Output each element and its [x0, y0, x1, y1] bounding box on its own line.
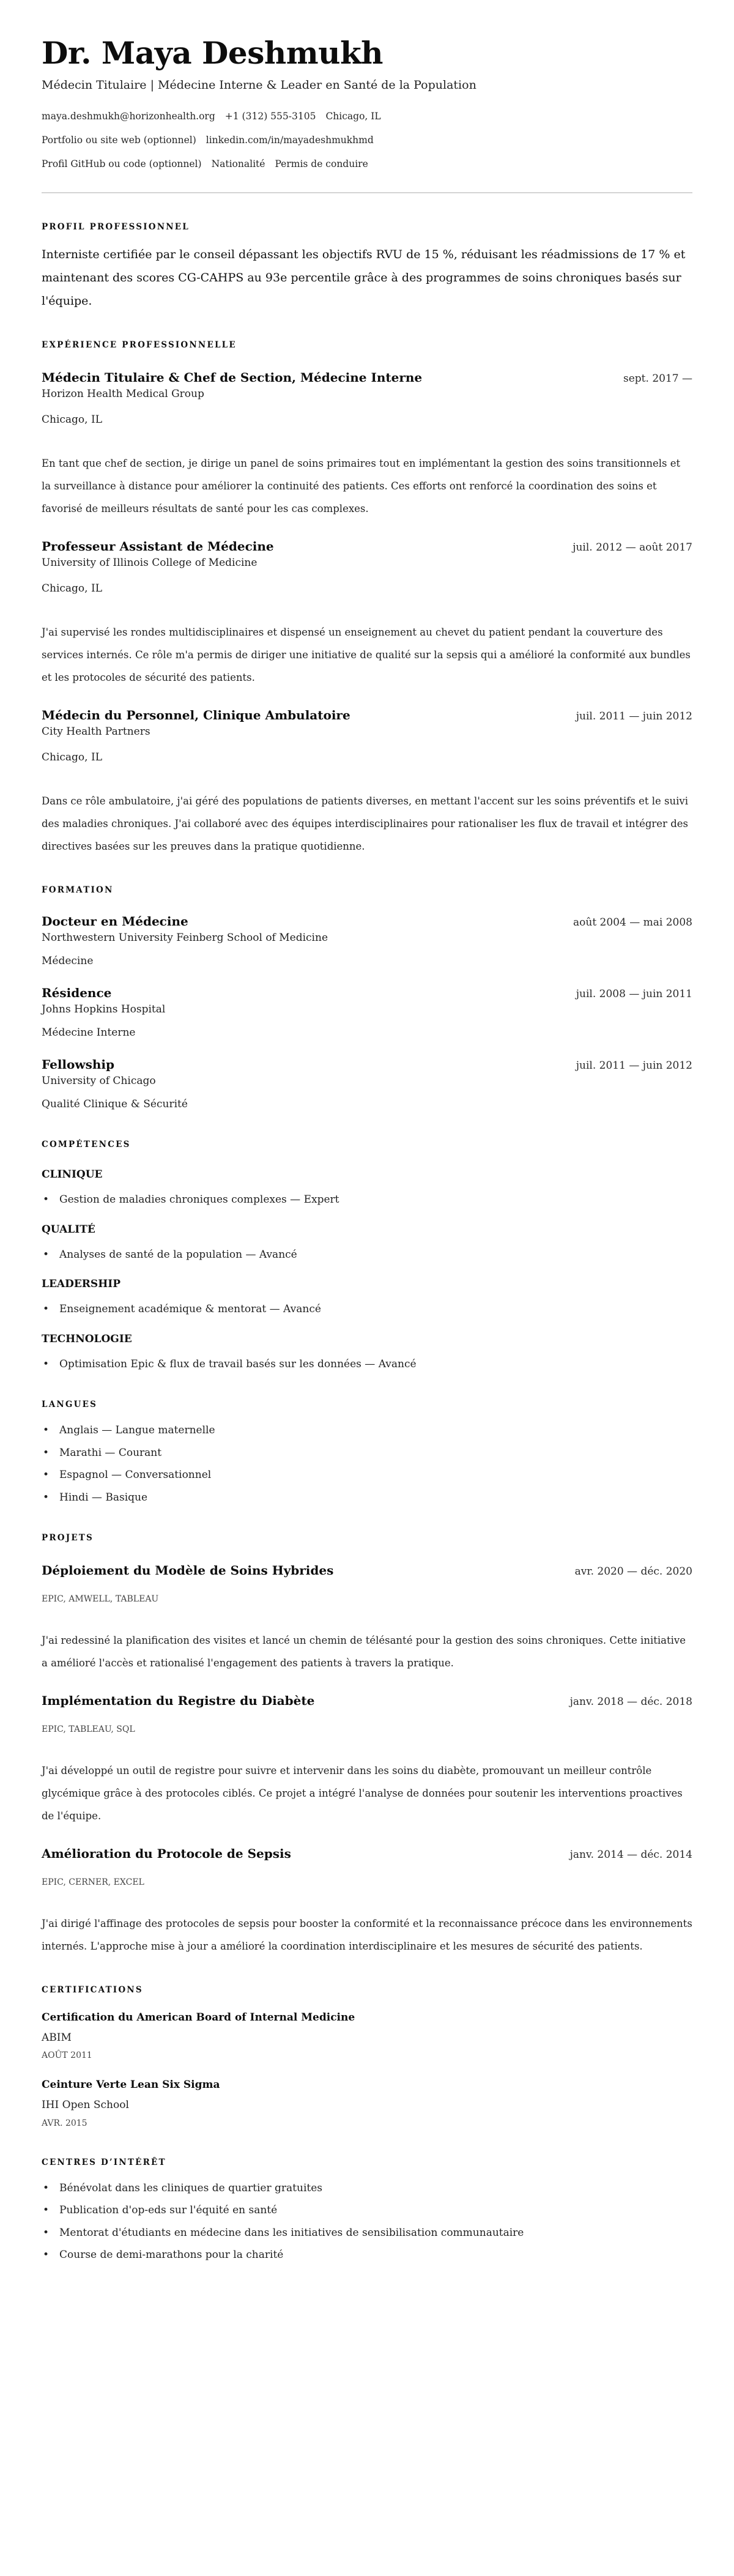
contact-row-2: [42, 133, 692, 148]
project-description: J'ai dirigé l'affinage des protocoles de sepsis pour booster la conformité et la reconnaissance précoce dans les environnements internés. L'approche mise à jour a amélioré la coordination interdisciplinaire et les mesures de sécurité des patients.: [42, 1918, 692, 1953]
project-title: Implémentation du Registre du Diabète: [42, 1693, 315, 1709]
contact-row-1: [42, 109, 692, 124]
certification-issuer: IHI Open School: [42, 2099, 129, 2112]
project-entry: [42, 1693, 692, 1827]
candidate-name: Dr. Maya Deshmukh: [42, 35, 383, 71]
school-name: Northwestern University Feinberg School of Medicine: [42, 932, 328, 945]
project-description: J'ai redessiné la planification des visites et lancé un chemin de télésanté pour la gestion des soins chroniques. Cette initiative a amélioré l'accès et rationalisé l'engagement des patients à travers la pratique.: [42, 1635, 686, 1669]
candidate-headline: Médecin Titulaire | Médecine Interne & Leader en Santé de la Population: [42, 78, 476, 92]
job-location: Chicago, IL: [42, 582, 102, 595]
contact-driving-license: Permis de conduire: [275, 158, 368, 169]
interest-item: • Course de demi-marathons pour la charité: [42, 2248, 692, 2263]
languages-list: [42, 1423, 692, 1505]
job-location: Chicago, IL: [42, 751, 102, 763]
language-item: • Anglais — Langue maternelle: [42, 1423, 692, 1439]
skill-group: [42, 1168, 692, 1208]
project-title: Amélioration du Protocole de Sepsis: [42, 1846, 291, 1861]
project-entry: [42, 1846, 692, 1958]
field-of-study: Médecine: [42, 954, 94, 967]
skill-item: • Analyses de santé de la population — Avancé: [42, 1247, 692, 1263]
job-title: Professeur Assistant de Médecine: [42, 539, 274, 554]
school-name: University of Chicago: [42, 1075, 156, 1088]
contact-phone[interactable]: +1 (312) 555-3105: [224, 111, 316, 122]
skill-category: CLINIQUE: [42, 1168, 103, 1181]
experience-entry: [42, 707, 692, 858]
contact-nationality: Nationalité: [211, 158, 265, 169]
certification-title: Certification du American Board of Internal Medicine: [42, 2011, 355, 2024]
skill-item: • Gestion de maladies chroniques complexes — Expert: [42, 1192, 692, 1208]
language-item: • Espagnol — Conversationnel: [42, 1468, 692, 1483]
project-tech-stack: EPIC, CERNER, EXCEL: [42, 1877, 144, 1888]
interest-item: • Bénévolat dans les cliniques de quartier gratuites: [42, 2181, 692, 2197]
certification-issuer: ABIM: [42, 2031, 72, 2044]
resume-header: [42, 35, 692, 171]
education-entry: [42, 985, 692, 1041]
experience-entry: [42, 369, 692, 520]
experience-entry: [42, 538, 692, 689]
section-summary: [42, 221, 692, 313]
skill-category: LEADERSHIP: [42, 1278, 121, 1291]
section-title-certifications: CERTIFICATIONS: [42, 1985, 143, 1995]
section-projects: [42, 1532, 692, 1958]
education-entry: [42, 913, 692, 969]
degree-title: Résidence: [42, 985, 112, 1001]
section-certifications: [42, 1984, 692, 2129]
job-dates: juil. 2011 — juin 2012: [576, 710, 692, 723]
certification-entry: [42, 2078, 692, 2129]
education-dates: juil. 2011 — juin 2012: [576, 1060, 692, 1072]
contact-portfolio[interactable]: Portfolio ou site web (optionnel): [42, 134, 196, 146]
education-dates: août 2004 — mai 2008: [573, 916, 692, 929]
job-title: Médecin du Personnel, Clinique Ambulatoire: [42, 708, 350, 723]
project-tech-stack: EPIC, AMWELL, TABLEAU: [42, 1594, 159, 1605]
project-dates: janv. 2018 — déc. 2018: [569, 1696, 692, 1709]
job-title: Médecin Titulaire & Chef de Section, Médecine Interne: [42, 370, 423, 385]
degree-title: Fellowship: [42, 1057, 114, 1072]
certification-date: AVR. 2015: [42, 2118, 87, 2128]
job-employer: Horizon Health Medical Group: [42, 388, 204, 401]
project-description: J'ai développé un outil de registre pour suivre et intervenir dans les soins du diabète, promouvant un meilleur contrôle glycémique grâce à des protocoles ciblés. Ce projet a intégré l'analyse de données pour soutenir les interventions proactives de l'équipe.: [42, 1765, 683, 1822]
job-dates: sept. 2017 —: [623, 373, 692, 385]
section-title-education: FORMATION: [42, 885, 114, 896]
job-employer: University of Illinois College of Medicine: [42, 557, 258, 570]
job-employer: City Health Partners: [42, 726, 150, 738]
certification-entry: [42, 2011, 692, 2062]
education-dates: juil. 2008 — juin 2011: [576, 988, 692, 1001]
project-tech-stack: EPIC, TABLEAU, SQL: [42, 1724, 135, 1735]
skill-category: QUALITÉ: [42, 1223, 95, 1236]
contact-github[interactable]: Profil GitHub ou code (optionnel): [42, 158, 202, 169]
field-of-study: Médecine Interne: [42, 1026, 136, 1039]
contact-row-3: [42, 157, 692, 172]
section-education: [42, 885, 692, 1112]
section-title-projects: PROJETS: [42, 1533, 94, 1543]
section-interests: [42, 2157, 692, 2263]
section-title-summary: PROFIL PROFESSIONNEL: [42, 222, 190, 232]
project-entry: [42, 1562, 692, 1674]
certification-title: Ceinture Verte Lean Six Sigma: [42, 2079, 220, 2092]
job-description: J'ai supervisé les rondes multidisciplinaires et dispensé un enseignement au chevet du patient pendant la couverture des services internés. Ce rôle m'a permis de diriger une initiative de qualité sur la sepsis qui a amélioré la conformité aux bundles et les protocoles de sécurité des patients.: [42, 626, 691, 684]
degree-title: Docteur en Médecine: [42, 914, 188, 929]
contact-linkedin[interactable]: linkedin.com/in/mayadeshmukhmd: [206, 134, 374, 146]
skill-group: [42, 1223, 692, 1263]
certification-date: AOÛT 2011: [42, 2051, 92, 2061]
section-title-interests: CENTRES D’INTÉRÊT: [42, 2157, 166, 2167]
school-name: Johns Hopkins Hospital: [42, 1003, 166, 1016]
skill-item: • Optimisation Epic & flux de travail basés sur les données — Avancé: [42, 1357, 692, 1373]
section-skills: [42, 1139, 692, 1372]
skill-category: TECHNOLOGIE: [42, 1332, 132, 1345]
language-item: • Marathi — Courant: [42, 1446, 692, 1461]
header-divider: [42, 192, 692, 193]
education-entry: [42, 1056, 692, 1112]
project-dates: janv. 2014 — déc. 2014: [569, 1849, 692, 1861]
job-description: Dans ce rôle ambulatoire, j'ai géré des populations de patients diverses, en mettant l'accent sur les soins préventifs et le suivi des maladies chroniques. J'ai collaboré avec des équipes interdisciplinaires pour rationaliser les flux de travail et intégrer des directives basées sur les preuves dans la pratique quotidienne.: [42, 795, 688, 853]
project-dates: avr. 2020 — déc. 2020: [574, 1565, 692, 1578]
contact-location: Chicago, IL: [325, 111, 381, 122]
interests-list: [42, 2181, 692, 2263]
project-title: Déploiement du Modèle de Soins Hybrides: [42, 1563, 334, 1578]
section-title-experience: EXPÉRIENCE PROFESSIONNELLE: [42, 340, 237, 351]
skill-group: [42, 1332, 692, 1373]
contact-email[interactable]: maya.deshmukh@horizonhealth.org: [42, 111, 215, 122]
section-languages: [42, 1399, 692, 1505]
skill-item: • Enseignement académique & mentorat — Avancé: [42, 1302, 692, 1318]
interest-item: • Mentorat d'étudiants en médecine dans les initiatives de sensibilisation communautaire: [42, 2225, 692, 2241]
job-dates: juil. 2012 — août 2017: [573, 541, 692, 554]
job-location: Chicago, IL: [42, 413, 102, 426]
job-description: En tant que chef de section, je dirige un panel de soins primaires tout en implémentant la gestion des soins transitionnels et la surveillance à distance pour améliorer la continuité des patients. Ces efforts ont renforcé la coordination des soins et favorisé de meilleurs résultats de santé pour les cas complexes.: [42, 458, 681, 515]
language-item: • Hindi — Basique: [42, 1490, 692, 1506]
section-experience: [42, 340, 692, 858]
section-title-skills: COMPÉTENCES: [42, 1140, 131, 1150]
summary-text: Interniste certifiée par le conseil dépassant les objectifs RVU de 15 %, réduisant les réadmissions de 17 % et maintenant des scores CG-CAHPS au 93e percentile grâce à des programmes de soins chroniques basés sur l'équipe.: [42, 248, 686, 308]
section-title-languages: LANGUES: [42, 1400, 98, 1410]
interest-item: • Publication d'op-eds sur l'équité en santé: [42, 2203, 692, 2219]
skill-group: [42, 1277, 692, 1318]
field-of-study: Qualité Clinique & Sécurité: [42, 1097, 188, 1110]
